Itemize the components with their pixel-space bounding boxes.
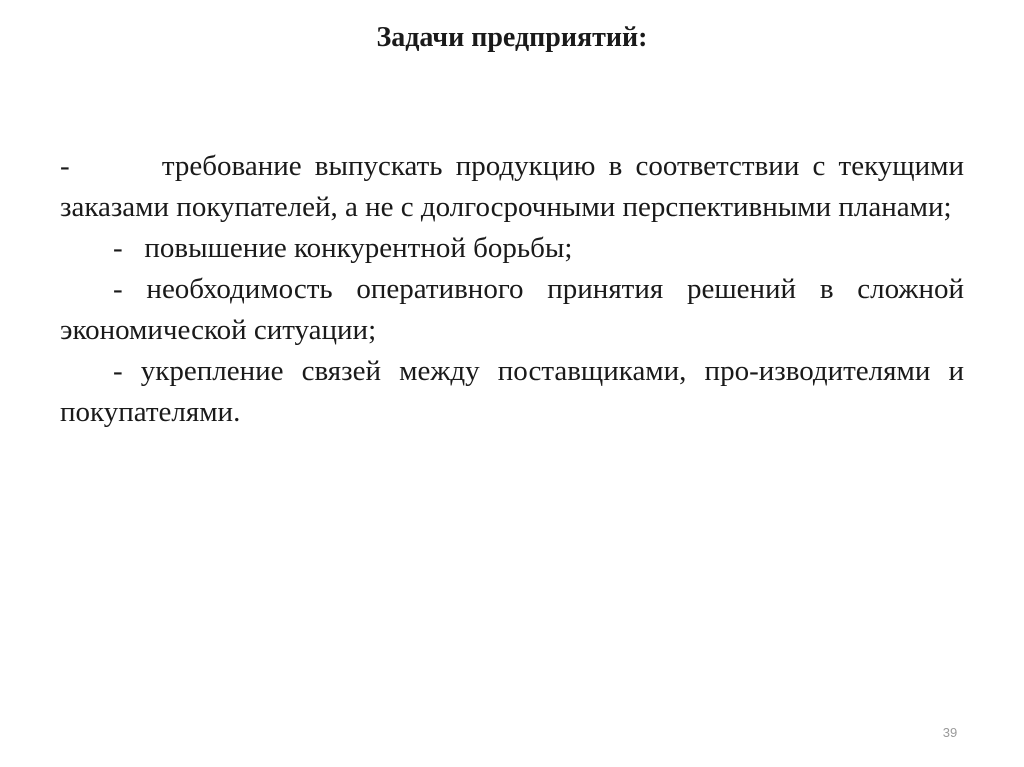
slide-number: 39: [942, 725, 958, 740]
task-item-operative-decisions: - необходимость оперативного принятия решений в сложной экономической ситуации;: [60, 273, 964, 346]
task-item-customer-orders: - требование выпускать продукцию в соответствии с текущими заказами покупателей, а не с долгосрочными перспективными планами;: [60, 150, 964, 223]
task-item-competition: - повышение конкурентной борьбы;: [113, 232, 573, 264]
task-list: [60, 146, 964, 433]
slide-title: Задачи предприятий:: [376, 22, 648, 53]
task-item-supply-links: - укрепление связей между поставщиками, про-изводителями и покупателями.: [60, 355, 964, 428]
